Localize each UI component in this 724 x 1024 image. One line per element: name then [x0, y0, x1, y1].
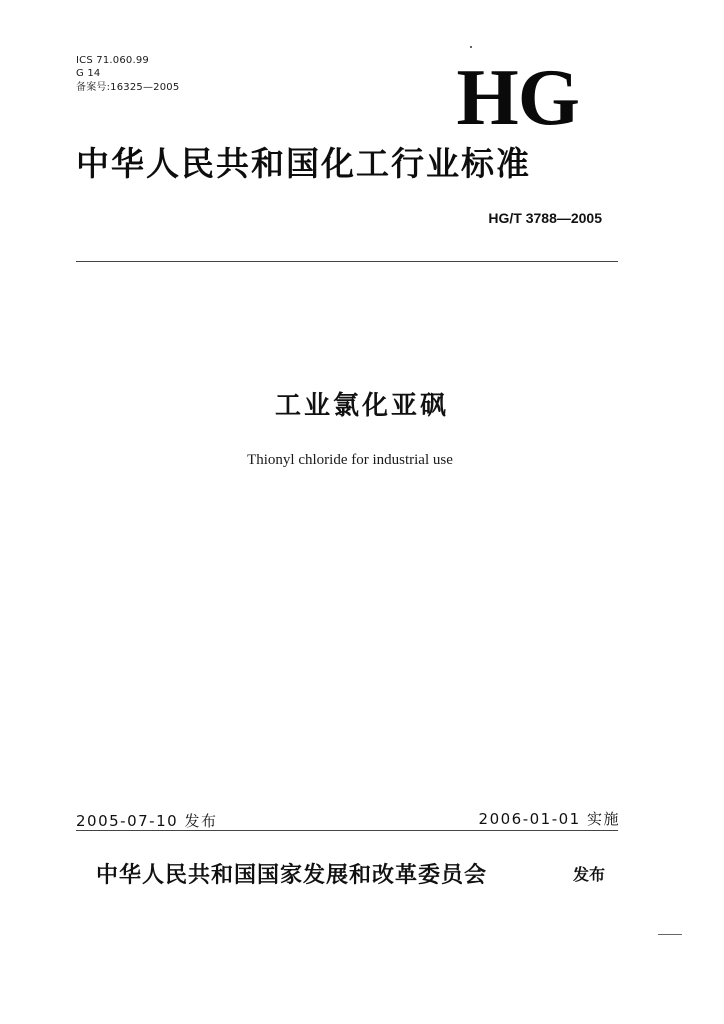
record-number: 备案号:16325—2005 [76, 82, 180, 93]
implementation-date: 2006-01-01 实施 [478, 810, 620, 828]
issue-date: 2005-07-10 发布 [76, 812, 218, 830]
document-title-chinese: 工业氯化亚砜 [274, 391, 449, 421]
footer-divider [76, 830, 618, 831]
scan-mark [658, 934, 682, 935]
ics-code: ICS 71.060.99 [76, 55, 149, 66]
standard-number: HG/T 3788—2005 [488, 210, 602, 226]
document-title-english: Thionyl chloride for industrial use [247, 452, 453, 468]
issuing-action: 发布 [573, 865, 606, 884]
header-divider [76, 261, 618, 262]
scan-speck [470, 46, 472, 48]
standard-category-title: 中华人民共和国化工行业标准 [76, 144, 531, 183]
ccs-code: G 14 [76, 68, 101, 79]
issuing-authority: 中华人民共和国国家发展和改革委员会 [96, 863, 488, 888]
hg-logo-mark: HG [456, 54, 579, 142]
